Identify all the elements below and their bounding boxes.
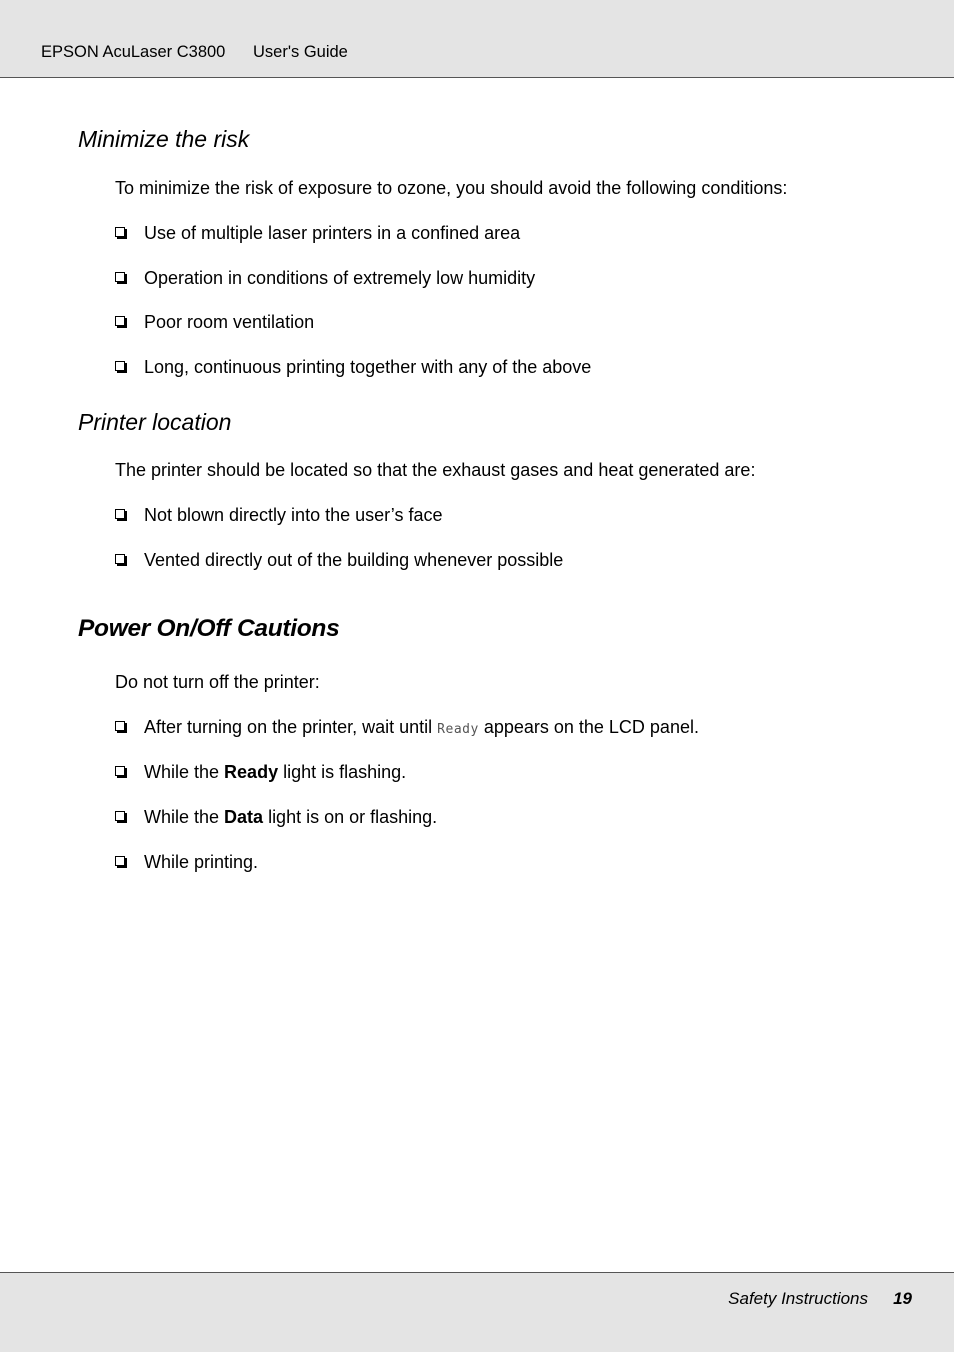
heading-minimize-risk: Minimize the risk (78, 126, 250, 152)
text-segment: While the (144, 762, 225, 782)
bullet-box-icon (115, 811, 125, 821)
page-footer (0, 1272, 954, 1352)
header-guide-title: User's Guide (253, 43, 348, 61)
list-item-text: Poor room ventilation (144, 312, 315, 332)
list-item-text (144, 761, 406, 783)
text-segment: light is flashing. (278, 762, 407, 782)
list-item-text: Vented directly out of the building whenever possible (144, 550, 564, 570)
header-product: EPSON AcuLaser C3800 (41, 43, 226, 61)
list-item-text: Long, continuous printing together with any of the above (144, 357, 592, 377)
heading-printer-location: Printer location (78, 409, 232, 435)
bullet-box-icon (115, 721, 125, 731)
text-segment: light is on or flashing. (263, 807, 438, 827)
paragraph-minimize-intro: To minimize the risk of exposure to ozone, you should avoid the following conditions: (115, 178, 788, 198)
bullet-box-icon (115, 316, 125, 326)
list-item-text: Not blown directly into the user’s face (144, 505, 443, 525)
text-segment: While the (144, 807, 225, 827)
lcd-message-ready: Ready (437, 722, 479, 737)
text-segment: appears on the LCD panel. (478, 717, 699, 737)
bullet-box-icon (115, 509, 125, 519)
list-item-text: Use of multiple laser printers in a confined area (144, 223, 521, 243)
text-segment: After turning on the printer, wait until (144, 717, 438, 737)
bullet-box-icon (115, 272, 125, 282)
paragraph-power-intro: Do not turn off the printer: (115, 672, 320, 692)
bullet-box-icon (115, 227, 125, 237)
heading-power-cautions: Power On/Off Cautions (78, 615, 340, 642)
ready-light-label: Ready (224, 762, 279, 782)
bullet-box-icon (115, 361, 125, 371)
bullet-box-icon (115, 856, 125, 866)
list-item-text: While printing. (144, 852, 259, 872)
paragraph-location-intro: The printer should be located so that the exhaust gases and heat generated are: (115, 460, 756, 480)
list-item-text (144, 806, 437, 828)
list-item-text: Operation in conditions of extremely low humidity (144, 268, 536, 288)
data-light-label: Data (224, 807, 264, 827)
list-item-text (144, 716, 699, 741)
footer-section-title: Safety Instructions (728, 1289, 868, 1308)
bullet-box-icon (115, 554, 125, 564)
bullet-box-icon (115, 766, 125, 776)
page-header (0, 0, 954, 78)
page-number: 19 (893, 1289, 912, 1308)
